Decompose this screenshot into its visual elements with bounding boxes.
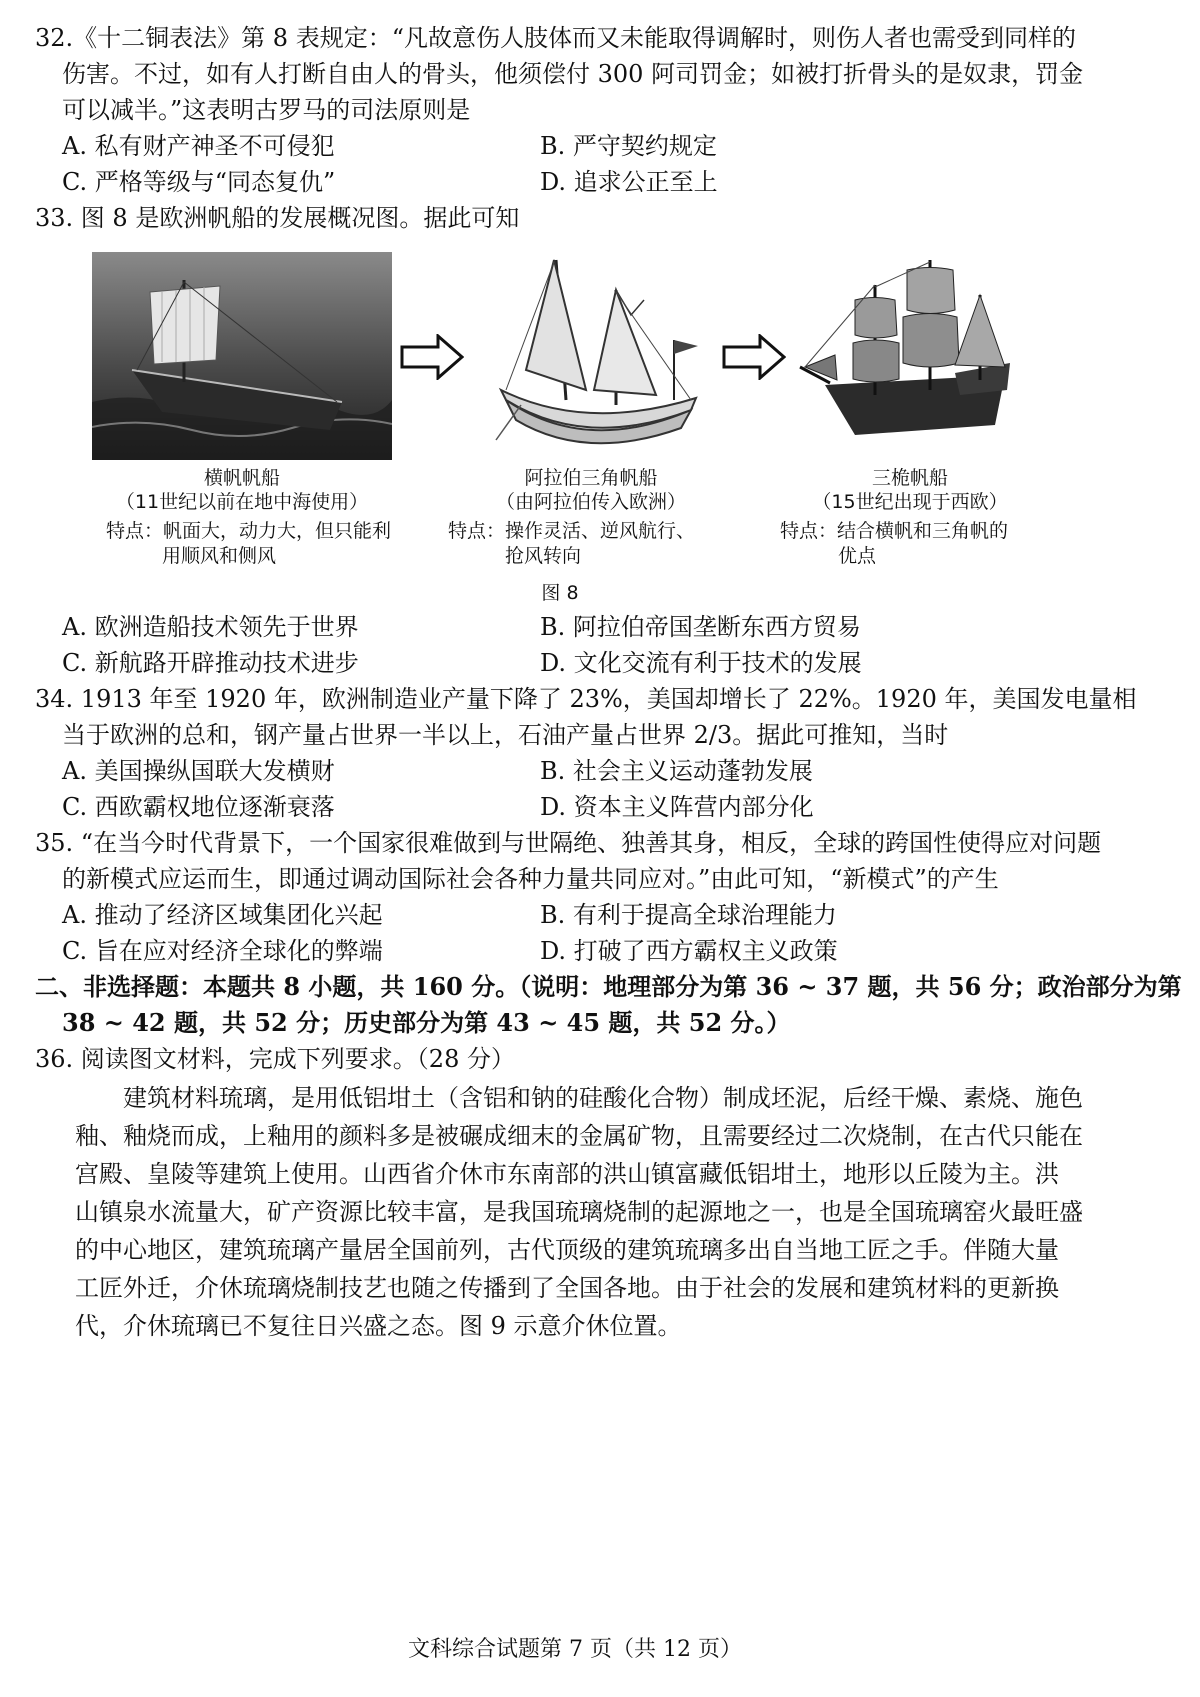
page-footer: 文科综合试题第 7 页（共 12 页） bbox=[408, 1637, 742, 1662]
q35-option-d: D. 打破了西方霸权主义政策 bbox=[540, 937, 838, 965]
q32-option-d: D. 追求公正至上 bbox=[540, 168, 718, 196]
q32-option-a: A. 私有财产神圣不可侵犯 bbox=[62, 132, 335, 160]
right-arrow-icon bbox=[400, 334, 464, 387]
ship1-note: （11世纪以前在地中海使用） bbox=[115, 491, 369, 513]
q32-option-c: C. 严格等级与“同态复仇” bbox=[62, 168, 336, 196]
q33-option-b: B. 阿拉伯帝国垄断东西方贸易 bbox=[540, 613, 861, 641]
ship3-feature-line2: 优点 bbox=[838, 545, 877, 567]
q36-paragraph-line: 的中心地区，建筑琉璃产量居全国前列，古代顶级的建筑琉璃多出自当地工匠之手。伴随大量 bbox=[75, 1236, 1059, 1264]
ship3-feature-line1: 特点：结合横帆和三角帆的 bbox=[780, 520, 1009, 542]
q35-option-b: B. 有利于提高全球治理能力 bbox=[540, 901, 837, 929]
q35-option-a: A. 推动了经济区域集团化兴起 bbox=[62, 901, 383, 929]
q34-option-b: B. 社会主义运动蓬勃发展 bbox=[540, 757, 813, 785]
square-sail-ship-image bbox=[92, 252, 392, 460]
q36-paragraph-line: 山镇泉水流量大，矿产资源比较丰富，是我国琉璃烧制的起源地之一，也是全国琉璃窑火最旺盛 bbox=[75, 1198, 1083, 1226]
q34-option-c: C. 西欧霸权地位逐渐衰落 bbox=[62, 793, 335, 821]
ship2-name: 阿拉伯三角帆船 bbox=[524, 467, 658, 489]
q36-paragraph-line: 建筑材料琉璃，是用低铝坩土（含铝和钠的硅酸化合物）制成坯泥，后经干燥、素烧、施色 bbox=[75, 1084, 1083, 1112]
q33-option-a: A. 欧洲造船技术领先于世界 bbox=[62, 613, 359, 641]
ship1-feature-line2: 用顺风和侧风 bbox=[162, 545, 277, 567]
q32-option-b: B. 严守契约规定 bbox=[540, 132, 717, 160]
ship3-note: （15世纪出现于西欧） bbox=[812, 491, 1008, 513]
q32-stem-line3: 可以减半。”这表明古罗马的司法原则是 bbox=[62, 96, 471, 124]
q32-stem-line1: 32.《十二铜表法》第 8 表规定：“凡故意伤人肢体而又未能取得调解时，则伤人者也需受到同样的 bbox=[35, 24, 1076, 52]
q33-option-c: C. 新航路开辟推动技术进步 bbox=[62, 649, 359, 677]
q34-option-a: A. 美国操纵国联大发横财 bbox=[62, 757, 335, 785]
section2-heading-line1: 二、非选择题：本题共 8 小题，共 160 分。（说明：地理部分为第 36 ~ 37 题，共 56 分；政治部分为第 bbox=[35, 972, 1182, 1001]
q33-option-d: D. 文化交流有利于技术的发展 bbox=[540, 649, 862, 677]
q35-option-c: C. 旨在应对经济全球化的弊端 bbox=[62, 937, 383, 965]
figure-label: 图 8 bbox=[541, 582, 579, 604]
ship1-name: 横帆帆船 bbox=[203, 467, 280, 489]
ship1-feature-line1: 特点：帆面大，动力大，但只能利 bbox=[106, 520, 392, 542]
ship2-feature-line1: 特点：操作灵活、逆风航行、 bbox=[448, 520, 696, 542]
q35-stem-line1: 35. “在当今时代背景下，一个国家很难做到与世隔绝、独善其身，相反，全球的跨国性使得应对问题 bbox=[35, 829, 1102, 857]
arab-lateen-ship-image bbox=[466, 250, 716, 460]
q34-stem-line2: 当于欧洲的总和，钢产量占世界一半以上，石油产量占世界 2/3。据此可推知，当时 bbox=[62, 721, 949, 749]
q35-stem-line2: 的新模式应运而生，即通过调动国际社会各种力量共同应对。”由此可知，“新模式”的产生 bbox=[62, 865, 999, 893]
q36-stem: 36. 阅读图文材料，完成下列要求。（28 分） bbox=[35, 1045, 515, 1073]
ship2-feature-line2: 抢风转向 bbox=[505, 545, 582, 567]
ship2-note: （由阿拉伯传入欧洲） bbox=[495, 491, 686, 513]
q36-paragraph-line: 工匠外迁，介休琉璃烧制技艺也随之传播到了全国各地。由于社会的发展和建筑材料的更新换 bbox=[75, 1274, 1059, 1302]
right-arrow-icon bbox=[722, 334, 786, 387]
ship3-name: 三桅帆船 bbox=[871, 467, 948, 489]
q36-paragraph-line: 宫殿、皇陵等建筑上使用。山西省介休市东南部的洪山镇富藏低铝坩土，地形以丘陵为主。洪 bbox=[75, 1160, 1059, 1188]
q36-paragraph-line: 釉、釉烧而成，上釉用的颜料多是被碾成细末的金属矿物，且需要经过二次烧制，在古代只能在 bbox=[75, 1122, 1083, 1150]
q34-option-d: D. 资本主义阵营内部分化 bbox=[540, 793, 814, 821]
three-masted-ship-image bbox=[795, 255, 1025, 455]
q33-stem: 33. 图 8 是欧洲帆船的发展概况图。据此可知 bbox=[35, 204, 520, 232]
q32-stem-line2: 伤害。不过，如有人打断自由人的骨头，他须偿付 300 阿司罚金；如被打折骨头的是奴隶，罚金 bbox=[62, 60, 1084, 88]
section2-heading-line2: 38 ~ 42 题，共 52 分；历史部分为第 43 ~ 45 题，共 52 分。） bbox=[62, 1008, 791, 1037]
q36-paragraph-line: 代，介休琉璃已不复往日兴盛之态。图 9 示意介休位置。 bbox=[75, 1312, 682, 1340]
q34-stem-line1: 34. 1913 年至 1920 年，欧洲制造业产量下降了 23%，美国却增长了 22%。1920 年，美国发电量相 bbox=[35, 685, 1137, 713]
